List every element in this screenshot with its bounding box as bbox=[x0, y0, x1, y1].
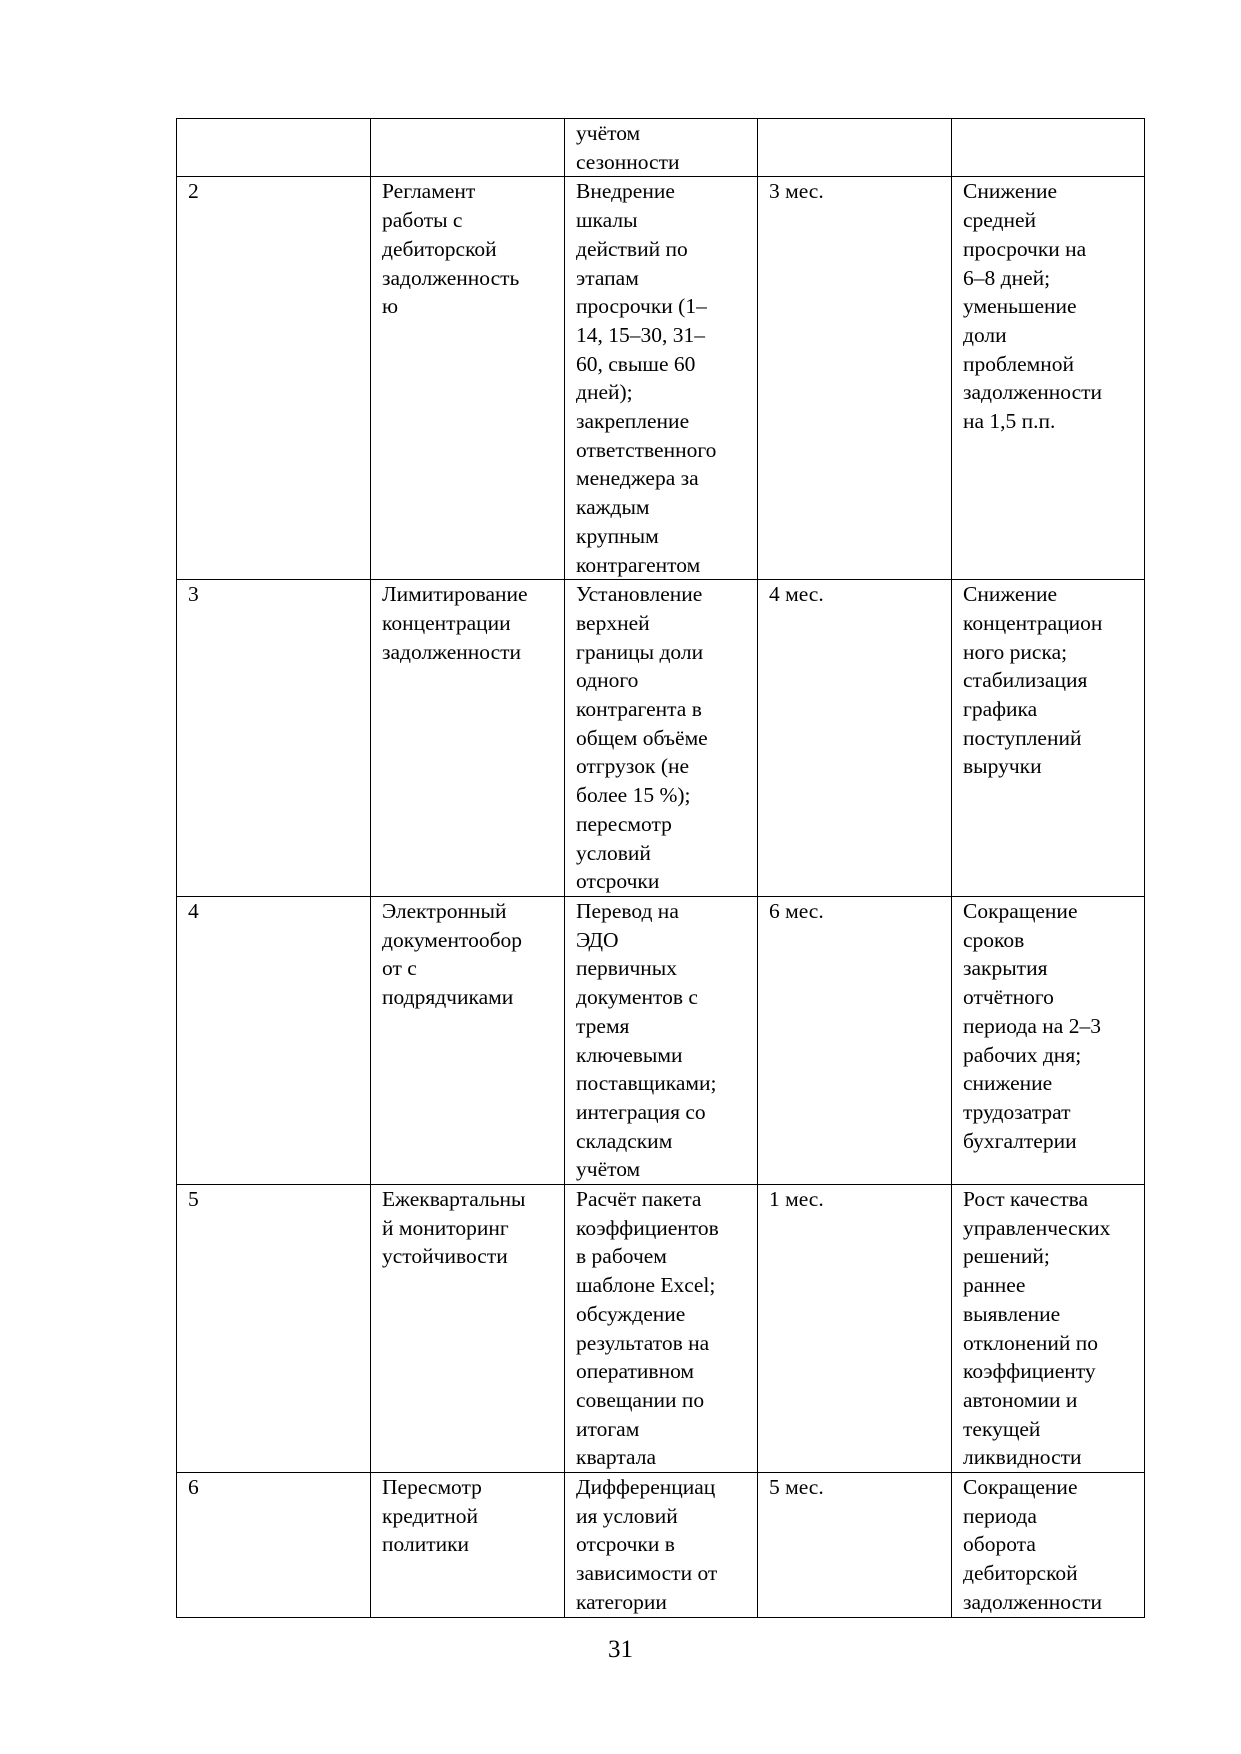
cell-content: Дифференциац ия условий отсрочки в зависимости от категории bbox=[565, 1473, 758, 1618]
cell-number: 6 bbox=[177, 1473, 371, 1618]
cell-effect bbox=[952, 119, 1145, 177]
cell-term: 1 мес. bbox=[758, 1185, 952, 1473]
measures-table bbox=[176, 118, 1145, 1618]
table-row bbox=[177, 177, 1145, 580]
cell-number: 5 bbox=[177, 1185, 371, 1473]
table-row bbox=[177, 1473, 1145, 1618]
cell-content: Расчёт пакета коэффициентов в рабочем шаблоне Excel; обсуждение результатов на оперативном совещании по итогам квартала bbox=[565, 1185, 758, 1473]
table-row bbox=[177, 1185, 1145, 1473]
cell-effect: Снижение средней просрочки на 6–8 дней; уменьшение доли проблемной задолженности на 1,5 п.п. bbox=[952, 177, 1145, 580]
table-row bbox=[177, 119, 1145, 177]
cell-content: Установление верхней границы доли одного контрагента в общем объёме отгрузок (не более 15 %); пересмотр условий отсрочки bbox=[565, 580, 758, 897]
cell-term bbox=[758, 119, 952, 177]
page-number: 31 bbox=[608, 1636, 633, 1663]
cell-effect: Сокращение сроков закрытия отчётного периода на 2–3 рабочих дня; снижение трудозатрат бухгалтерии bbox=[952, 896, 1145, 1184]
cell-number: 2 bbox=[177, 177, 371, 580]
cell-number bbox=[177, 119, 371, 177]
cell-term: 3 мес. bbox=[758, 177, 952, 580]
cell-term: 4 мес. bbox=[758, 580, 952, 897]
cell-measure: Лимитирование концентрации задолженности bbox=[371, 580, 565, 897]
table-row bbox=[177, 580, 1145, 897]
cell-number: 3 bbox=[177, 580, 371, 897]
cell-effect: Сокращение периода оборота дебиторской задолженности bbox=[952, 1473, 1145, 1618]
cell-measure: Ежеквартальны й мониторинг устойчивости bbox=[371, 1185, 565, 1473]
cell-content: Перевод на ЭДО первичных документов с тремя ключевыми поставщиками; интеграция со складским учётом bbox=[565, 896, 758, 1184]
cell-content: учётом сезонности bbox=[565, 119, 758, 177]
cell-measure: Регламент работы с дебиторской задолженность ю bbox=[371, 177, 565, 580]
table-row bbox=[177, 896, 1145, 1184]
cell-measure bbox=[371, 119, 565, 177]
cell-measure: Пересмотр кредитной политики bbox=[371, 1473, 565, 1618]
cell-effect: Рост качества управленческих решений; раннее выявление отклонений по коэффициенту автономии и текущей ликвидности bbox=[952, 1185, 1145, 1473]
cell-effect: Снижение концентрацион ного риска; стабилизация графика поступлений выручки bbox=[952, 580, 1145, 897]
cell-content: Внедрение шкалы действий по этапам просрочки (1– 14, 15–30, 31– 60, свыше 60 дней); закрепление ответственного менеджера за каждым крупным контрагентом bbox=[565, 177, 758, 580]
cell-number: 4 bbox=[177, 896, 371, 1184]
cell-term: 6 мес. bbox=[758, 896, 952, 1184]
cell-term: 5 мес. bbox=[758, 1473, 952, 1618]
cell-measure: Электронный документообор от с подрядчиками bbox=[371, 896, 565, 1184]
